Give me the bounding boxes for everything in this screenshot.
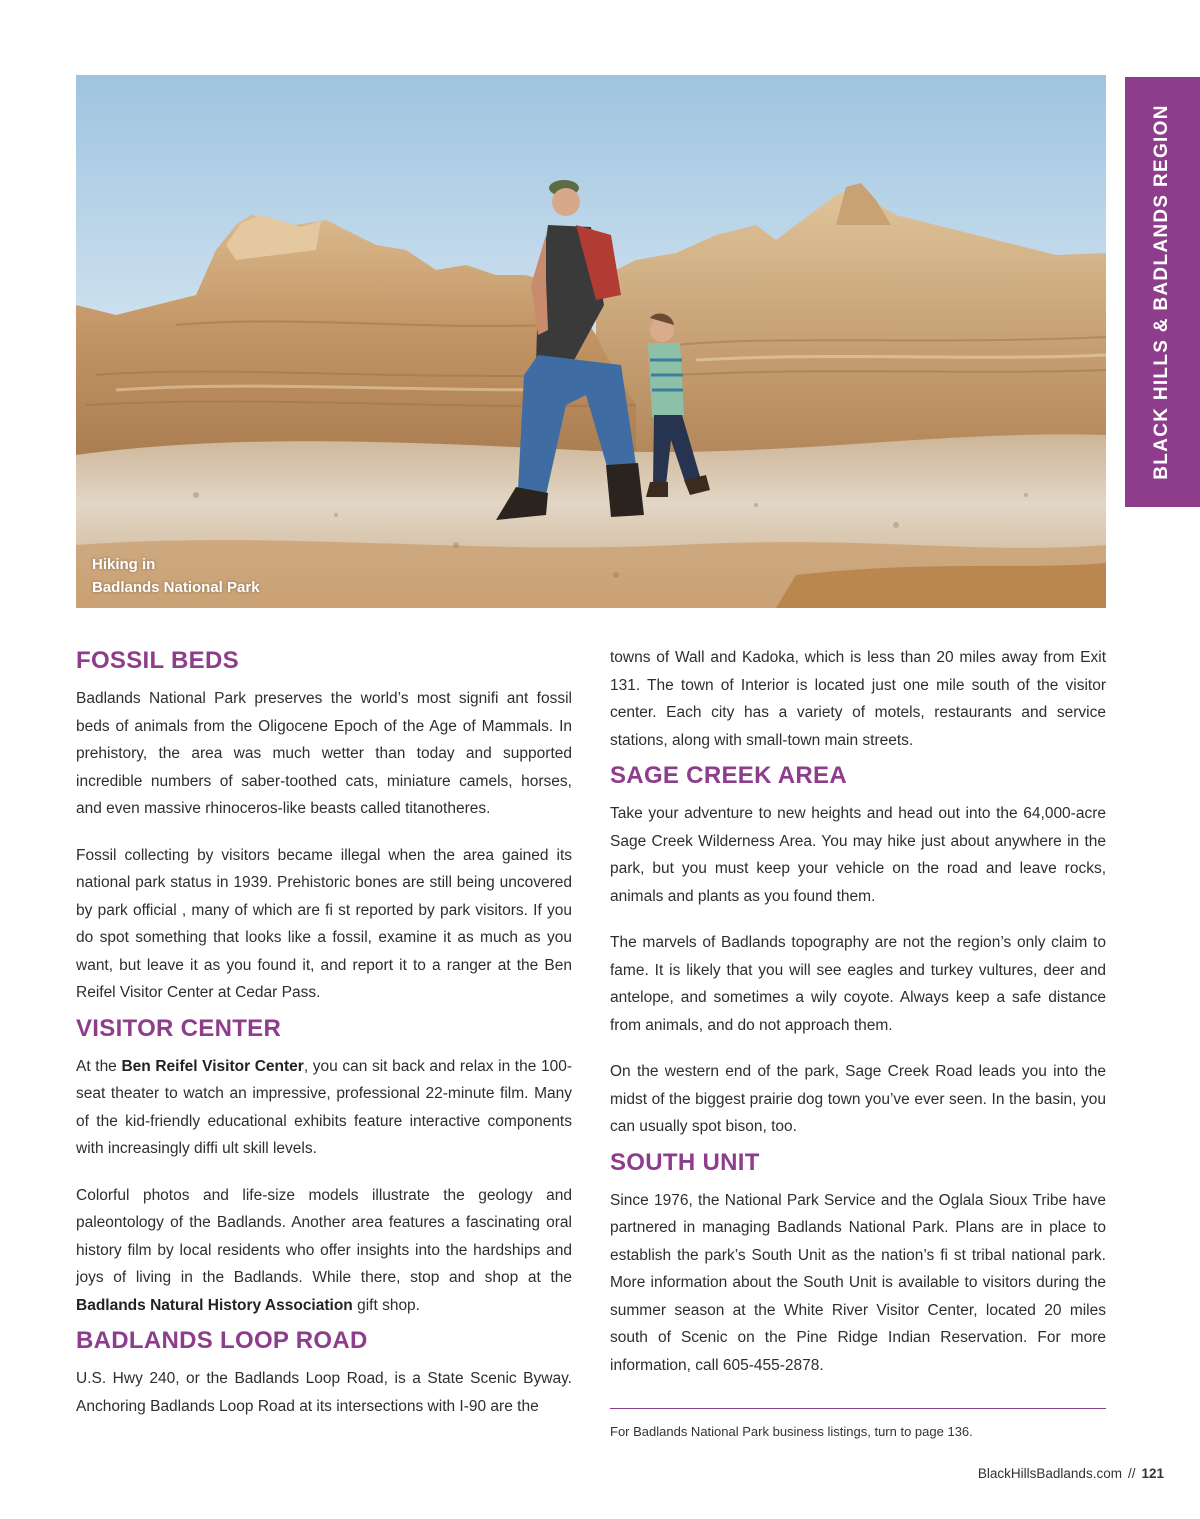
badlands-hiking-illustration [76,75,1106,608]
heading-south-unit: SOUTH UNIT [610,1148,760,1176]
ben-reifel-visitor-center-bold: Ben Reifel Visitor Center [121,1057,304,1075]
visitor-center-p2-end: gift shop. [352,1296,420,1314]
page-footer [978,1466,1164,1481]
heading-visitor-center: VISITOR CENTER [76,1014,282,1042]
region-side-tab [1125,77,1200,507]
caption-line-2: Badlands National Park [92,579,260,596]
sage-creek-paragraph-2: The marvels of Badlands topography are not the region’s only claim to fame. It is likely that you will see eagles and turkey vultures, deer and antelope, and sometimes a wily coyote. Always keep a safe distance from animals, and do not approach them. [610,934,1106,1034]
heading-fossil-beds: FOSSIL BEDS [76,647,239,674]
loop-road-paragraph-1: U.S. Hwy 240, or the Badlands Loop Road, is a State Scenic Byway. Anchoring Badlands Loop Road at its intersections with I-90 are the [76,1370,572,1415]
heading-sage-creek-area: SAGE CREEK AREA [610,762,847,789]
region-tab-label: BLACK HILLS & BADLANDS REGION [1151,104,1172,480]
footer-website-link[interactable]: BlackHillsBadlands.com [977,1466,1122,1481]
listing-divider [610,1408,1106,1409]
loop-road-paragraph-continued: towns of Wall and Kadoka, which is less than 20 miles away from Exit 131. The town of Interior is located just one mile south of the visitor center. Each city has a variety of motels, restaurants and service stations, along with small-town main streets. [610,649,1106,749]
photo-caption [92,553,260,599]
fossil-beds-paragraph-1: Badlands National Park preserves the world’s most signifi ant fossil beds of animals from the Oligocene Epoch of the Age of Mammals. In prehistory, the area was much wetter than today and supported incredible numbers of saber-toothed cats, miniature camels, horses, and even massive rhinoceros-like beasts called titanotheres. [76,690,572,817]
business-listings-note: For Badlands National Park business listings, turn to page 136. [610,1424,973,1439]
fossil-beds-paragraph-2: Fossil collecting by visitors became illegal when the area gained its national park status in 1939. Prehistoric bones are still being uncovered by park official , many of which are fi st reported by park visitors. If you do spot something that looks like a fossil, examine it as much as you want, but leave it as you found it, and report it to a ranger at the Ben Reifel Visitor Center at Cedar Pass. [76,846,572,1001]
hero-photo [76,75,1106,608]
footer-separator: // [1127,1466,1136,1481]
visitor-center-paragraph-2 [76,1182,572,1320]
heading-badlands-loop-road: BADLANDS LOOP ROAD [76,1327,368,1354]
visitor-center-p1-start: At the [76,1057,122,1075]
south-unit-paragraph-1: Since 1976, the National Park Service and the Oglala Sioux Tribe have partnered in managing Badlands National Park. Plans are in place to establish the park’s South Unit as the nation’s fi st tribal national park. More information about the South Unit is available to visitors during the summer season at the White River Visitor Center, located 20 miles south of Scenic on the Pine Ridge Indian Reservation. For more information, call 605-455-2878. [610,1191,1106,1374]
caption-line-1: Hiking in [92,556,156,573]
visitor-center-paragraph-1 [76,1053,572,1163]
visitor-center-p1-end: , you can sit back and relax in the 100-seat theater to watch an impressive, professional 22-minute film. Many of the kid-friendly educational exhibits feature interactive components with increasingly diffi ult skill levels. [76,1057,572,1157]
natural-history-association-bold: Badlands Natural History Association [76,1296,353,1314]
page-number: 121 [1141,1466,1164,1481]
sage-creek-paragraph-1: Take your adventure to new heights and head out into the 64,000-acre Sage Creek Wilderness Area. You may hike just about anywhere in the park, but you must keep your vehicle on the road and leave rocks, animals and plants as you found them. [610,805,1106,905]
right-column [610,644,1106,1398]
visitor-center-p2-start: Colorful photos and life-size models illustrate the geology and paleontology of the Badlands. Another area features a fascinating oral history film by local residents who offer insights into the hardships and joys of living in the Badlands. While there, stop and shop at the [76,1186,572,1286]
sage-creek-paragraph-3: On the western end of the park, Sage Creek Road leads you into the midst of the biggest prairie dog town you’ve ever seen. In the basin, you can usually spot bison, too. [610,1063,1106,1135]
left-column [76,646,572,1439]
